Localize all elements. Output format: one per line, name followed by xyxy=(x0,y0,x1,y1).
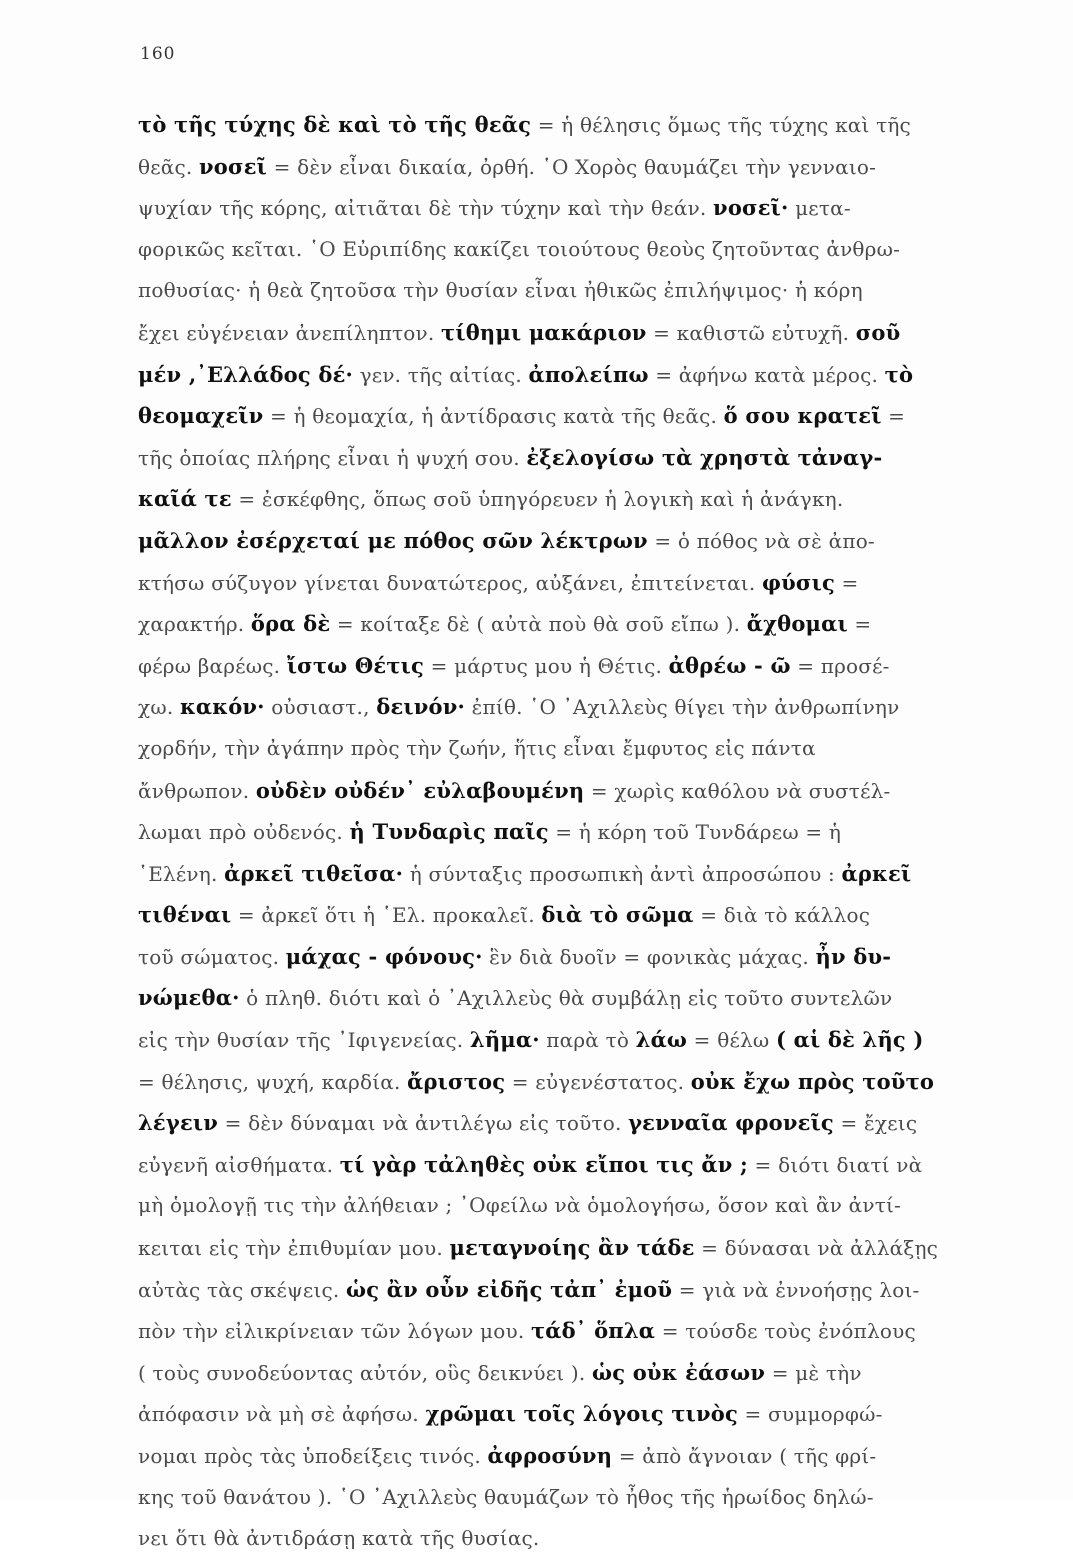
gloss-text: φορικῶς κεῖται. ῾Ο Εὐριπίδης κακίζει τοιούτους θεοὺς ζητοῦντας ἀνθρω- xyxy=(138,236,901,261)
lemma-term: ὡς οὐκ ἐάσων xyxy=(592,1359,766,1385)
lemma-term: μεταγνοίης ἂν τάδε xyxy=(449,1235,695,1261)
gloss-text: = ἡ θεομαχία, ἡ ἀντίδρασις κατὰ τῆς θεᾶς. xyxy=(263,404,724,429)
gloss-text: = θέλω xyxy=(687,1028,776,1053)
text-line xyxy=(138,1310,1018,1352)
gloss-text: ἡ σύνταξις προσωπικὴ ἀντὶ ἀπροσώπου : xyxy=(403,861,842,886)
lemma-term: καῖά τε xyxy=(138,486,232,512)
text-line xyxy=(138,603,1018,645)
text-line xyxy=(138,770,1018,812)
gloss-text: = ὁ πόθος νὰ σὲ ἀπο- xyxy=(647,528,875,553)
text-line xyxy=(138,395,1018,437)
gloss-text: χω. xyxy=(138,695,180,720)
gloss-text: = γιὰ νὰ ἐννοήσῃς λοι- xyxy=(672,1277,920,1302)
lemma-term: ἀπολείπω xyxy=(528,361,649,387)
text-line xyxy=(138,894,1018,936)
gloss-text: χορδήν, τὴν ἀγάπην πρὸς τὴν ζωήν, ἥτις εἶναι ἔμφυτος εἰς πάντα xyxy=(138,735,816,760)
gloss-text: φέρω βαρέως. xyxy=(138,653,287,678)
lemma-term: οὐδὲν οὐδέν᾿ εὐλαβουμένη xyxy=(255,777,585,803)
gloss-text: = καθιστῶ εὐτυχῆ. xyxy=(646,320,856,345)
text-line xyxy=(138,977,1018,1019)
gloss-text: = διὰ τὸ κάλλος xyxy=(693,903,871,928)
lemma-term: τὸ τῆς τύχης δὲ καὶ τὸ τῆς θεᾶς xyxy=(138,112,532,137)
gloss-text: = χωρὶς καθόλου νὰ συστέλ- xyxy=(584,778,891,803)
gloss-text: μετα- xyxy=(788,196,851,221)
gloss-text: = θέλησις, ψυχή, καρδία. xyxy=(138,1069,408,1094)
gloss-text: τῆς ὁποίας πλήρης εἶναι ἡ ψυχή σου. xyxy=(138,445,527,470)
lemma-term: ἄριστος xyxy=(407,1068,506,1094)
lemma-term: μάχας - φόνους· xyxy=(285,943,483,969)
gloss-text: = ἀπὸ ἄγνοιαν ( τῆς φρί- xyxy=(612,1444,877,1468)
text-line xyxy=(138,686,1018,728)
lemma-term: τί γὰρ τἀληθὲς οὐκ εἴποι τις ἄν ; xyxy=(339,1151,748,1177)
gloss-text: = διότι διατί νὰ xyxy=(748,1152,923,1177)
lemma-term: τιθέναι xyxy=(138,902,232,928)
text-line xyxy=(138,562,1018,604)
lemma-term: ἀθρέω - ῶ xyxy=(668,652,791,678)
text-line xyxy=(138,229,1018,271)
gloss-text: ἓν διὰ δυοῖν = φονικὰς μάχας. xyxy=(482,944,816,969)
gloss-text: γεν. τῆς αἰτίας. xyxy=(353,362,529,387)
lemma-term: ὡς ἂν οὖν εἰδῆς τἀπ᾿ ἐμοῦ xyxy=(346,1276,673,1302)
lemma-term: σοῦ xyxy=(855,319,901,345)
lemma-term: δεινόν· xyxy=(376,694,466,720)
gloss-text: = xyxy=(847,612,872,637)
lemma-term: ἐξελογίσω τὰ χρηστὰ τἀναγ- xyxy=(526,444,883,470)
gloss-text: νει ὅτι θὰ ἀντιδράσῃ κατὰ τῆς θυσίας. xyxy=(138,1526,540,1551)
lemma-term: λάω xyxy=(635,1027,688,1053)
lemma-term: νώμεθα· xyxy=(138,985,240,1011)
gloss-text: νομαι πρὸς τὰς ὑποδείξεις τινός. xyxy=(138,1444,488,1468)
lemma-term: θεομαχεῖν xyxy=(138,403,264,429)
text-line xyxy=(138,728,1018,770)
lemma-term: ἀφροσύνη xyxy=(487,1443,613,1468)
lemma-term: διὰ τὸ σῶμα xyxy=(541,902,694,928)
gloss-text: κειται εἰς τὴν ἐπιθυμίαν μου. xyxy=(138,1236,450,1261)
gloss-text: κης τοῦ θανάτου ). ῾Ο ᾿Αχιλλεὺς θαυμάζων τὸ ἦθος τῆς ἡρωίδος δηλώ- xyxy=(138,1484,874,1509)
lemma-term: ἄχθομαι xyxy=(746,611,848,637)
text-line xyxy=(138,1269,1018,1311)
text-line xyxy=(138,187,1018,229)
lemma-term: ὅ σου κρατεῖ xyxy=(723,403,882,429)
gloss-text: παρὰ τὸ xyxy=(539,1028,636,1053)
gloss-text: = ἀφήνω κατὰ μέρος. xyxy=(648,362,885,387)
gloss-text: = xyxy=(881,404,906,429)
gloss-text: = τούσδε τοὺς ἐνόπλους xyxy=(655,1319,916,1344)
text-line xyxy=(138,1352,1018,1394)
lemma-term: ( αἱ δὲ λῆς ) xyxy=(775,1027,924,1053)
gloss-text: ψυχίαν τῆς κόρης, αἰτιᾶται δὲ τὴν τύχην καὶ τὴν θεάν. xyxy=(138,196,714,221)
gloss-text: = μάρτυς μου ἡ Θέτις. xyxy=(424,653,669,678)
lemma-term: τάδ᾿ ὅπλα xyxy=(530,1318,656,1344)
text-line xyxy=(138,936,1018,978)
gloss-text: μὴ ὁμολογῇ τις τὴν ἀλήθειαν ; ᾿Οφείλω νὰ ὁμολογήσω, ὅσον καὶ ἂν ἀντί- xyxy=(138,1193,901,1218)
gloss-text: = xyxy=(834,570,859,595)
gloss-text: πὸν τὴν εἰλικρίνειαν τῶν λόγων μου. xyxy=(138,1319,531,1344)
gloss-text: ἄνθρωπον. xyxy=(138,778,256,803)
lemma-term: ἦν δυ- xyxy=(815,943,892,969)
lemma-term: τὸ xyxy=(884,361,914,387)
gloss-text: αὐτὰς τὰς σκέψεις. xyxy=(138,1277,347,1302)
gloss-text: ἔχει εὐγένειαν ἀνεπίληπτον. xyxy=(138,320,442,345)
lemma-term: λῆμα· xyxy=(469,1027,540,1053)
text-line xyxy=(138,146,1018,188)
lemma-term: μέν ,᾿Ελλάδος δέ· xyxy=(138,361,354,387)
gloss-text: = προσέ- xyxy=(790,653,890,678)
gloss-text: = ἔχεις xyxy=(833,1111,918,1136)
lemma-term: νοσεῖ xyxy=(199,153,268,179)
text-line xyxy=(138,478,1018,520)
gloss-text: τοῦ σώματος. xyxy=(138,944,286,969)
text-line xyxy=(138,811,1018,853)
lemma-term: χρῶμαι τοῖς λόγοις τινὸς xyxy=(425,1401,738,1427)
gloss-text: εἰς τὴν θυσίαν τῆς ᾿Ιφιγενείας. xyxy=(138,1028,470,1053)
gloss-text: = ἐσκέφθης, ὅπως σοῦ ὑπηγόρευεν ἡ λογικὴ καὶ ἡ ἀνάγκη. xyxy=(231,487,844,512)
text-line xyxy=(138,312,1018,354)
lemma-term: ὅρα δὲ xyxy=(250,611,331,637)
gloss-text: = συμμορφώ- xyxy=(737,1402,883,1427)
gloss-text: κτήσω σύζυγον γίνεται δυνατώτερος, αὐξάνει, ἐπιτείνεται. xyxy=(138,570,762,595)
text-line xyxy=(138,645,1018,687)
lemma-term: οὐκ ἔχω πρὸς τοῦτο xyxy=(690,1068,935,1094)
gloss-text: = ἀρκεῖ ὅτι ἡ ῾Ελ. προκαλεῖ. xyxy=(231,903,542,928)
lemma-term: λέγειν xyxy=(138,1110,219,1136)
text-line xyxy=(138,1477,1018,1519)
gloss-text: = δὲν εἶναι δικαία, ὀρθή. ῾Ο Χορὸς θαυμάζει τὴν γενναιο- xyxy=(267,154,877,179)
lemma-term: νοσεῖ· xyxy=(713,195,789,221)
gloss-text: ( τοὺς συνοδεύοντας αὐτόν, οὓς δεικνύει ). xyxy=(138,1360,593,1385)
gloss-text: = ἡ κόρη τοῦ Τυνδάρεω = ἡ xyxy=(548,820,842,845)
text-line xyxy=(138,1144,1018,1186)
gloss-text: ῾Ελένη. xyxy=(138,861,225,886)
text-line xyxy=(138,104,1018,146)
text-line xyxy=(138,1435,1018,1477)
gloss-text: ὁ πληθ. διότι καὶ ὁ ᾿Αχιλλεὺς θὰ συμβάλῃ εἰς τοῦτο συντελῶν xyxy=(239,986,893,1011)
text-line xyxy=(138,270,1018,312)
text-line xyxy=(138,853,1018,895)
lemma-term: ἡ Τυνδαρὶς παῖς xyxy=(349,819,549,845)
gloss-text: εὐγενῆ αἰσθήματα. xyxy=(138,1152,340,1177)
lemma-term: γενναῖα φρονεῖς xyxy=(628,1110,834,1136)
text-line xyxy=(138,354,1018,396)
gloss-text: = δύνασαι νὰ ἀλλάξῃς xyxy=(694,1236,939,1261)
gloss-text: θεᾶς. xyxy=(138,154,200,179)
gloss-text: ἐπίθ. ῾Ο ᾿Αχιλλεὺς θίγει τὴν ἀνθρωπίνην xyxy=(465,695,900,720)
lemma-term: τίθημι μακάριον xyxy=(441,319,647,345)
text-line xyxy=(138,1227,1018,1269)
gloss-text: = ἡ θέλησις ὅμως τῆς τύχης καὶ τῆς xyxy=(531,113,911,137)
lemma-term: μᾶλλον ἐσέρχεταί με πόθος σῶν λέκτρων xyxy=(138,527,648,553)
lemma-term: ἀρκεῖ τιθεῖσα· xyxy=(224,860,404,886)
gloss-text: λωμαι πρὸ οὐδενός. xyxy=(138,820,350,845)
gloss-text: χαρακτήρ. xyxy=(138,612,251,637)
gloss-text: ποθυσίας· ἡ θεὰ ζητοῦσα τὴν θυσίαν εἶναι ἠθικῶς ἐπιλήψιμος· ἡ κόρη xyxy=(138,278,863,303)
gloss-text: ἀπόφασιν νὰ μὴ σὲ ἀφήσω. xyxy=(138,1402,426,1427)
lemma-term: φύσις xyxy=(761,569,835,595)
gloss-text: = δὲν δύναμαι νὰ ἀντιλέγω εἰς τοῦτο. xyxy=(218,1111,629,1136)
gloss-text: = κοίταξε δὲ ( αὐτὰ ποὺ θὰ σοῦ εἴπω ). xyxy=(330,612,747,637)
lemma-term: ἀρκεῖ xyxy=(841,860,912,886)
text-line xyxy=(138,1185,1018,1227)
gloss-text: οὐσιαστ., xyxy=(264,695,377,720)
page-number: 160 xyxy=(140,44,176,64)
text-line xyxy=(138,437,1018,479)
lemma-term: κακόν· xyxy=(179,694,265,720)
gloss-text: = μὲ τὴν xyxy=(765,1360,862,1385)
text-line xyxy=(138,1393,1018,1435)
text-line xyxy=(138,520,1018,562)
text-line xyxy=(138,1102,1018,1144)
text-line xyxy=(138,1061,1018,1103)
commentary-text xyxy=(138,104,1018,1560)
text-line xyxy=(138,1518,1018,1560)
text-line xyxy=(138,1019,1018,1061)
gloss-text: = εὐγενέστατος. xyxy=(505,1069,691,1094)
lemma-term: ἴστω Θέτις xyxy=(286,652,425,678)
